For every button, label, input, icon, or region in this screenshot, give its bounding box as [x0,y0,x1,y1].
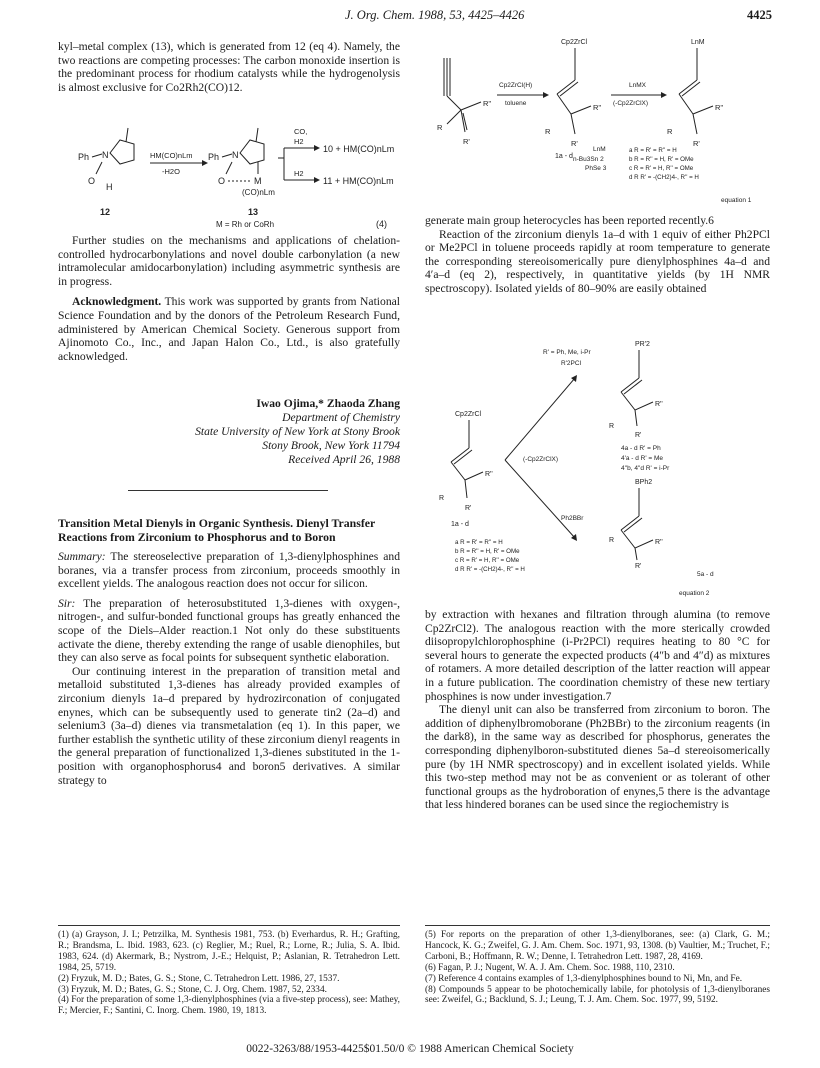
footnotes-right [425,930,770,1006]
sir-text: The preparation of heterosubstituted 1,3-dienes with oxygen-, nitrogen-, and sulfur-bonded functional groups has greatly enhanced the scope of the Diels–Alder reaction.1 Not only do these substituents activate the diene, thereby extending the range of usable dienophiles, but they can also serve as focal points for subsequent synthetic elaboration. [58,596,400,665]
label-12: 12 [100,207,111,217]
eq1-r-right: R [667,127,673,136]
separator-rule [128,490,328,491]
scheme4-ph-left: Ph [78,152,90,162]
eq1-lnm-table: LnM [593,146,606,153]
footnote-8: (8) Compounds 5 appear to be photochemically labile, for photolysis of 1,3-dienylboranes see: Zweifel, G.; Backlund, S. J.; Leung, T. J. Am. Chem. Soc. 1977, 99, 5192. [425,984,770,1006]
eq1-reagent2: LnMX [629,82,646,89]
extraction-paragraph: by extraction with hexanes and filtration through alumina (to remove Cp2ZrCl2). The analogous reaction with the more sterically crowded diisopropylchlorophosphine (i-Pr2PCl) requires heating to 80 °C for several hours to generate the expected products (4″b and 4″d) as mixtures of rotamers. A more detailed description of the latter reaction will appear in a future publication. The coordination chemistry of these new tertiary phosphines is now under investigation.7 [425,608,770,703]
scheme4-arrow-reagent: HM(CO)nLm [150,151,193,160]
left-column-mid [58,234,400,363]
scheme4-o-left: O [88,176,96,186]
summary-text: The stereoselective preparation of 1,3-dienylphosphines and boranes, via a transfer process from zirconium, proceeds smoothly in excellent yields. The analogous reaction does not occur for silicon. [58,550,400,591]
eq2-r-cond: R' = Ph, Me, i-Pr [543,349,591,356]
eq1-sub-b: b R = R'' = H, R' = OMe [629,156,694,163]
eq2-p4a: 4a - d R' = Ph [621,445,661,452]
authors: Iwao Ojima,* Zhaoda Zhang [256,397,400,410]
intro-paragraph: kyl–metal complex (13), which is generated from 12 (eq 4). Namely, the two reactions are competing processes: The carbon monoxide insertion is the predominant process for rhodium catalysts while the hydrogenolysis is almost exclusive for Co2Rh2(CO)12. [58,40,400,94]
footnote-rule-right [425,925,770,926]
footnote-rule-left [58,925,400,926]
acknowledgment-paragraph [58,295,400,363]
equation-1-scheme [425,30,770,210]
right-column-top [425,214,770,296]
scheme4-h2-bottom: H2 [294,169,304,178]
page-footer: 0022-3263/88/1953-4425$01.50/0 © 1988 American Chemical Society [246,1043,574,1055]
scheme4-m-mid: M [254,176,262,186]
reaction-paragraph: Reaction of the zirconium dienyls 1a–d with 1 equiv of either Ph2PCl or Me2PCl in toluene proceeds rapidly at room temperature to generate the corresponding stereoisomerically pure dienylphosphines 4a–d and 4′a–d (eq 2), respectively, in quantitative yields (by 1H NMR spectroscopy). Isolated yields of 80–90% are easily obtained [425,227,770,295]
scheme4-co: CO, [294,127,308,136]
eq2-label: equation 2 [679,590,710,597]
left-column-article [58,516,400,787]
eq1-solvent1: toluene [505,100,527,107]
footnote-5: (5) For reports on the preparation of other 1,3-dienylboranes, see: (a) Clark, G. M.; Hancock, K. G.; Zweifel, G. J. Am. Chem. Soc. 1971, 93, 1308. (b) Vaultier, M.; Truchet, F.; Carboni, B.; Hoffmann, R. W.; Denne, I. Tetrahedron Lett. 1987, 28, 4169. [425,930,770,962]
eq1-label: equation 1 [721,197,752,204]
eq2-p4pp: 4''b, 4''d R' = i-Pr [621,465,670,472]
eq1-sub-a: a R = R' = R'' = H [629,147,677,154]
eq2-r-sm: R [439,495,445,502]
scheme4-coln-mid: (CO)nLm [242,188,275,197]
eq1-sub-d: d R R' = -(CH2)4-, R'' = H [629,174,699,181]
eq2-r1-p: R' [635,432,642,439]
university: State University of New York at Stony Brook [195,425,400,438]
eq1-row-se: PhSe 3 [585,165,607,172]
right-column-bottom [425,608,770,812]
generate-paragraph: generate main group heterocycles has been reported recently.6 [425,214,714,227]
sir-paragraph [58,597,400,665]
eq2-r-p: R [609,423,615,430]
scheme4-n-mid: N [232,150,239,160]
department: Department of Chemistry [282,411,400,424]
received-date: Received April 26, 1988 [288,453,400,466]
eq2-sub-d: d R R' = -(CH2)4-, R'' = H [455,566,525,573]
scheme4-product-10: 10 + HM(CO)nLm [323,144,395,154]
eq2-r1-b: R' [635,563,642,570]
eq1-r2-mid: R'' [593,103,602,112]
eq2-bph2: BPh2 [635,479,653,486]
scheme4-metal-line: M = Rh or CoRh [216,220,275,229]
footnote-1: (1) (a) Grayson, J. I.; Petrzilka, M. Synthesis 1981, 753. (b) Everhardus, R. H.; Grafting, R.; Brandsma, L. Ibid. 1983, 623. (c) Reglier, M.; Ruel, R.; Lorne, R.; Julia, S. A. Ibid. 1983, 624. (d) Akermark, B.; Nystrom, J.-E.; Helquist, P.; Aslanian, R. Tetrahedron Lett. 1984, 25, 5719. [58,930,400,973]
summary-paragraph [58,550,400,591]
footnotes-left [58,930,400,1017]
eq2-r2-sm: R'' [485,471,493,478]
eq2-r2-p: R'' [655,401,663,408]
page-number: 4425 [747,8,772,22]
footnote-2: (2) Fryzuk, M. D.; Bates, G. S.; Stone, C. Tetrahedron Lett. 1986, 27, 1537. [58,973,340,984]
eq2-sub-a: a R = R' = R'' = H [455,539,503,546]
eq2-r1-sm: R' [465,505,472,512]
eq1-r1-right: R' [693,139,700,148]
eq1-sm-label: 1a - d [555,153,573,160]
equation-2-scheme [425,338,770,600]
eq1-r2-left: R'' [483,99,492,108]
further-paragraph: Further studies on the mechanisms and applications of chelation-controlled hydrocarbonylations and novel double carbonylation (a new intramolecular amidocarbonylation) including asymmetric synthesis are in progress. [58,234,400,288]
eq2-sm-label: 1a - d [451,521,469,528]
scheme4-eq-number: (4) [376,219,387,229]
eq1-r-left: R [437,123,443,132]
scheme4-product-11: 11 + HM(CO)nLm [323,176,394,186]
left-column-top [58,40,400,94]
footnote-3: (3) Fryzuk, M. D.; Bates, G. S.; Stone, C. J. Org. Chem. 1987, 52, 2334. [58,984,327,995]
boron-paragraph: The dienyl unit can also be transferred from zirconium to boron. The addition of diphenylbromoborane (Ph2BBr) to the zirconium reagents (in the dark8), in the same way as described for phosphorus, generates the corresponding diphenylboron-substituted dienes 5a–d stereoisomerically pure (by 1H NMR spectroscopy) and in excellent isolated yields. While this two-step method may not be as convenient or as tolerant of other functional groups as the hydroboration of enynes,5 there is the advantage that less hindered boranes can be used since the regiochemistry is [425,703,770,812]
eq2-pr2: PR'2 [635,341,650,348]
eq1-reagent1: Cp2ZrCl(H) [499,82,533,89]
scheme-4 [58,118,400,230]
scheme4-o-mid: O [218,176,226,186]
eq1-cp2zrcl: Cp2ZrCl [561,39,588,46]
eq1-r1-left: R' [463,137,470,146]
journal-citation: J. Org. Chem. 1988, 53, 4425–4426 [345,8,525,22]
scheme4-h-left: H [106,182,113,192]
eq1-lnm: LnM [691,39,705,46]
eq1-sub-c: c R = R' = H, R'' = OMe [629,165,694,172]
eq2-cp2zrcl: Cp2ZrCl [455,411,482,418]
article-title: Transition Metal Dienyls in Organic Synthesis. Dienyl Transfer Reactions from Zirconium to Phosphorus and to Boron [58,516,376,544]
ack-label: Acknowledgment. [72,295,162,309]
eq1-row-sn: n-Bu3Sn 2 [573,156,604,163]
scheme4-ph-mid: Ph [208,152,220,162]
label-13: 13 [248,207,259,217]
footnote-4: (4) For the preparation of some 1,3-dienylphosphines (via a five-step process), see: Mathey, F.; Mercier, F.; Santini, C. Inorg. Chem. 1980, 19, 1813. [58,995,400,1017]
eq1-r2-right: R'' [715,103,724,112]
eq2-b-label: 5a - d [697,571,714,578]
continuing-paragraph: Our continuing interest in the preparation of transition metal and metalloid substituted 1,3-dienes has already provided examples of zirconium dienyls 1a–d prepared by hydrozirconation of conjugated enynes, which can be subsequently used to generate tin2 (2a–d) and selenium3 (3a–d) dienes via transmetalation (eq 1). In this paper, we further establish the synthetic utility of these zirconium dienyl reagents in the general preparation of functionalized 1,3-dienes substituted in the 1-position with organophosphorus4 and boron5 derivatives. A similar strategy to [58,664,400,787]
scheme4-h2-top: H2 [294,137,304,146]
ack-text: This work was supported by grants from National Science Foundation and by the donors of the Petroleum Research Fund, administered by American Chemical Society. Generous support from Ajinomoto Co., Inc., and Japan Halon Co., Ltd., is also gratefully acknowledged. [58,295,400,363]
eq1-r1-mid: R' [571,139,578,148]
footnote-6: (6) Fagan, P. J.; Nugent, W. A. J. Am. Chem. Soc. 1988, 110, 2310. [425,962,675,973]
scheme4-n-left: N [102,150,109,160]
eq2-p4pa: 4'a - d R' = Me [621,455,664,462]
eq1-r-mid: R [545,127,551,136]
eq1-minus2: (-Cp2ZrClX) [613,100,649,107]
summary-label: Summary: [58,550,106,563]
scheme4-arrow-minus-water: -H2O [162,167,180,176]
eq2-r2-b: R'' [655,539,663,546]
author-block [58,397,400,467]
eq2-sub-c: c R = R' = H, R'' = OMe [455,557,520,564]
city: Stony Brook, New York 11794 [262,439,400,452]
eq2-r2pcl: R'2PCl [561,360,582,367]
eq2-sub-b: b R = R'' = H, R' = OMe [455,548,520,555]
footnote-7: (7) Reference 4 contains examples of 1,3-dienylphosphines bound to Ni, Mn, and Fe. [425,973,743,984]
eq2-r-b: R [609,537,615,544]
sir-label: Sir: [58,596,76,610]
eq2-minus: (-Cp2ZrClX) [523,456,559,463]
eq2-ph2bbr: Ph2BBr [561,515,584,522]
